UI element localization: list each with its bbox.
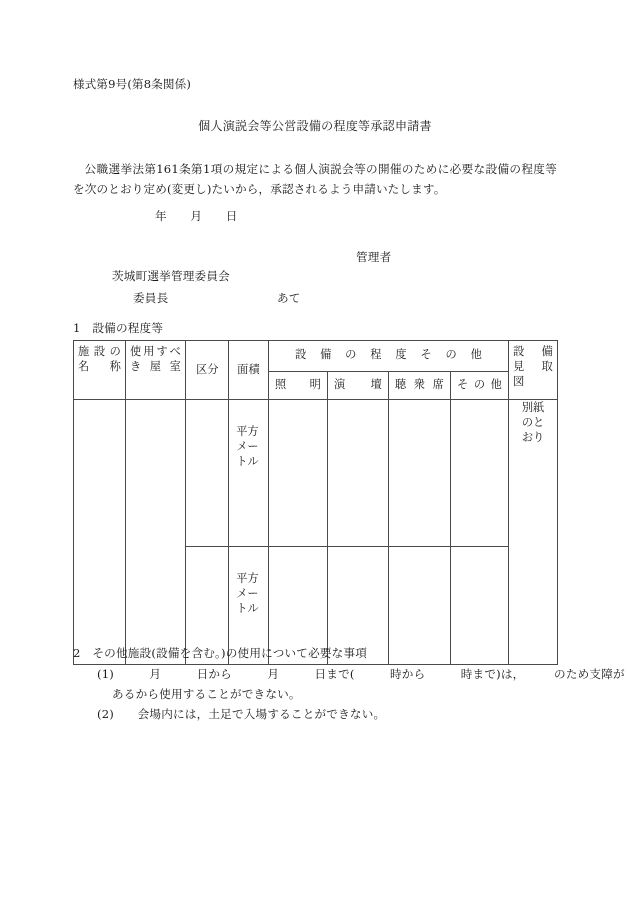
section-2-item-1-line-1: (1) 月 日から 月 日まで( 時から 時まで)は， のため支障が (97, 667, 625, 681)
cell-sketch[interactable] (509, 400, 558, 665)
header-sketch (509, 341, 558, 400)
form-number: 様式第9号(第8条関係) (73, 77, 192, 91)
cell-other[interactable] (451, 400, 509, 547)
cell-room[interactable] (126, 400, 186, 665)
intro-paragraph: 公職選挙法第161条第1項の規定による個人演説会等の開催のために必要な設備の程度等を次のとおり定め(変更し)たいから，承認されるよう申請いたします。 (73, 162, 557, 196)
section-2-item-1-line-2: あるから使用することができない。 (112, 687, 301, 701)
header-sketch-line3: 図 (513, 375, 525, 388)
section-1-heading: 1 設備の程度等 (73, 321, 164, 335)
header-classification: 区分 (186, 341, 229, 400)
page-title: 個人演説会等公営設備の程度等承認申請書 (198, 119, 432, 133)
sketch-value-line3: おり (521, 431, 545, 444)
addressee-label: あて (277, 291, 301, 305)
date-line: 年 月 日 (155, 209, 238, 223)
header-room (126, 341, 186, 400)
cell-facility-name[interactable] (74, 400, 126, 665)
cell-audience-seats[interactable] (389, 547, 451, 665)
area-unit-line3: トル (236, 602, 259, 615)
area-unit-line1: 平方 (236, 572, 259, 585)
sketch-value-line2: のと (521, 416, 545, 429)
committee-name: 茨城町選挙管理委員会 (112, 269, 230, 283)
cell-other[interactable] (451, 547, 509, 665)
cell-classification[interactable] (186, 400, 229, 547)
header-facility-name-line1: 施設の (78, 345, 121, 358)
header-facility-name (74, 341, 126, 400)
header-podium: 演壇 (328, 372, 389, 400)
header-room-line1: 使用すべ (130, 345, 181, 358)
table-row (74, 400, 558, 547)
header-equipment-group: 設備の程度その他 (269, 341, 509, 372)
area-unit-line1: 平方 (236, 425, 259, 438)
cell-audience-seats[interactable] (389, 400, 451, 547)
header-other: その他 (451, 372, 509, 400)
section-2-item-2: (2) 会場内には，土足で入場することができない。 (97, 707, 386, 721)
header-room-line2: き屋室 (130, 360, 181, 373)
area-unit-line2: メー (236, 587, 259, 600)
sketch-value-line1: 別紙 (521, 401, 545, 414)
cell-lighting[interactable] (269, 400, 328, 547)
table-header-row-1 (74, 341, 558, 372)
cell-area[interactable] (229, 400, 269, 547)
area-unit-line3: トル (236, 455, 259, 468)
header-sketch-line1: 設備 (513, 345, 554, 358)
header-facility-name-line2: 名 称 (78, 360, 121, 373)
header-lighting: 照明 (269, 372, 328, 400)
manager-label: 管理者 (356, 250, 392, 264)
section-2-heading: 2 その他施設(設備を含む。)の使用について必要な事項 (73, 646, 368, 660)
chair-label: 委員長 (133, 291, 169, 305)
header-sketch-line2: 見取 (513, 360, 554, 373)
cell-podium[interactable] (328, 400, 389, 547)
equipment-table (73, 340, 558, 665)
header-area: 面積 (229, 341, 269, 400)
header-audience-seats: 聴衆席 (389, 372, 451, 400)
area-unit-line2: メー (236, 440, 259, 453)
